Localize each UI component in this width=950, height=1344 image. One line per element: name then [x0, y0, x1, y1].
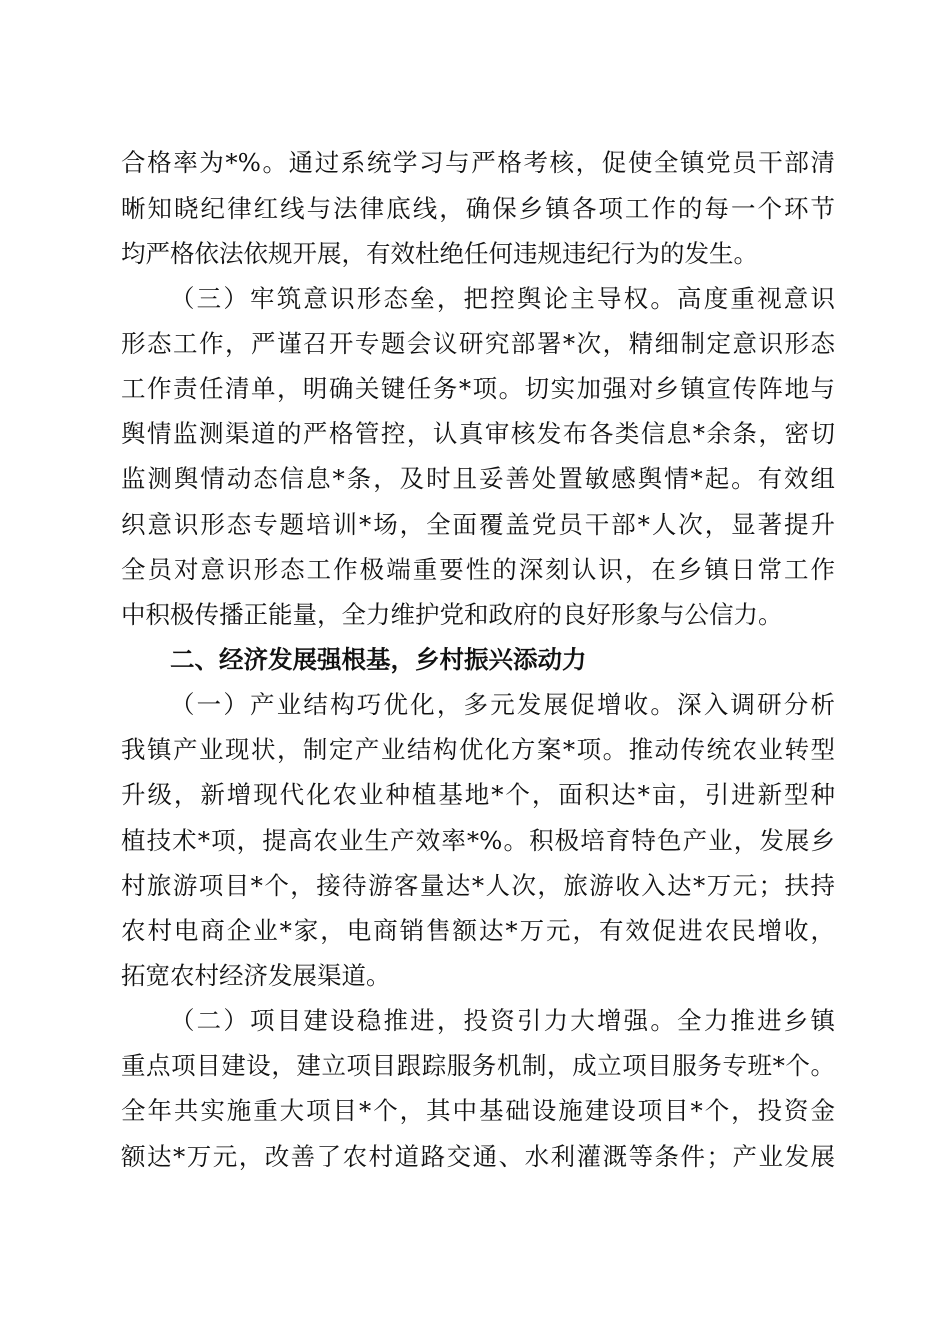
- paragraph-line: 晰知晓纪律红线与法律底线，确保乡镇各项工作的每一个环节: [121, 194, 835, 223]
- paragraph-line: 合格率为*%。通过系统学习与严格考核，促使全镇党员干部清: [121, 148, 835, 177]
- paragraph-line: 村旅游项目*个，接待游客量达*人次，旅游收入达*万元；扶持: [121, 871, 835, 900]
- paragraph-line: 形态工作，严谨召开专题会议研究部署*次，精细制定意识形态: [121, 329, 835, 358]
- paragraph-line: 舆情监测渠道的严格管控，认真审核发布各类信息*余条，密切: [121, 419, 835, 448]
- paragraph-line: 织意识形态专题培训*场，全面覆盖党员干部*人次，显著提升: [121, 510, 835, 539]
- paragraph-line: （二）项目建设稳推进，投资引力大增强。全力推进乡镇: [170, 1006, 835, 1035]
- paragraph-line: 均严格依法依规开展，有效杜绝任何违规违纪行为的发生。: [121, 239, 758, 268]
- paragraph-line: 拓宽农村经济发展渠道。: [121, 961, 391, 990]
- paragraph-line: 工作责任清单，明确关键任务*项。切实加强对乡镇宣传阵地与: [121, 374, 835, 403]
- paragraph-line: 全年共实施重大项目*个，其中基础设施建设项目*个，投资金: [121, 1096, 835, 1125]
- paragraph-line: 升级，新增现代化农业种植基地*个，面积达*亩，引进新型种: [121, 780, 835, 809]
- paragraph-line: （三）牢筑意识形态垒，把控舆论主导权。高度重视意识: [170, 284, 835, 313]
- paragraph-line: 植技术*项，提高农业生产效率*%。积极培育特色产业，发展乡: [121, 826, 835, 855]
- paragraph-line: 中积极传播正能量，全力维护党和政府的良好形象与公信力。: [121, 600, 783, 629]
- paragraph-line: 我镇产业现状，制定产业结构优化方案*项。推动传统农业转型: [121, 735, 835, 764]
- paragraph-line: （一）产业结构巧优化，多元发展促增收。深入调研分析: [170, 690, 835, 719]
- paragraph-line: 重点项目建设，建立项目跟踪服务机制，成立项目服务专班*个。: [121, 1051, 835, 1080]
- paragraph-line: 监测舆情动态信息*条，及时且妥善处置敏感舆情*起。有效组: [121, 464, 835, 493]
- section-heading: 二、经济发展强根基，乡村振兴添动力: [170, 645, 587, 674]
- paragraph-line: 农村电商企业*家，电商销售额达*万元，有效促进农民增收，: [121, 916, 835, 945]
- paragraph-line: 额达*万元，改善了农村道路交通、水利灌溉等条件；产业发展: [121, 1142, 835, 1171]
- paragraph-line: 全员对意识形态工作极端重要性的深刻认识，在乡镇日常工作: [121, 555, 835, 584]
